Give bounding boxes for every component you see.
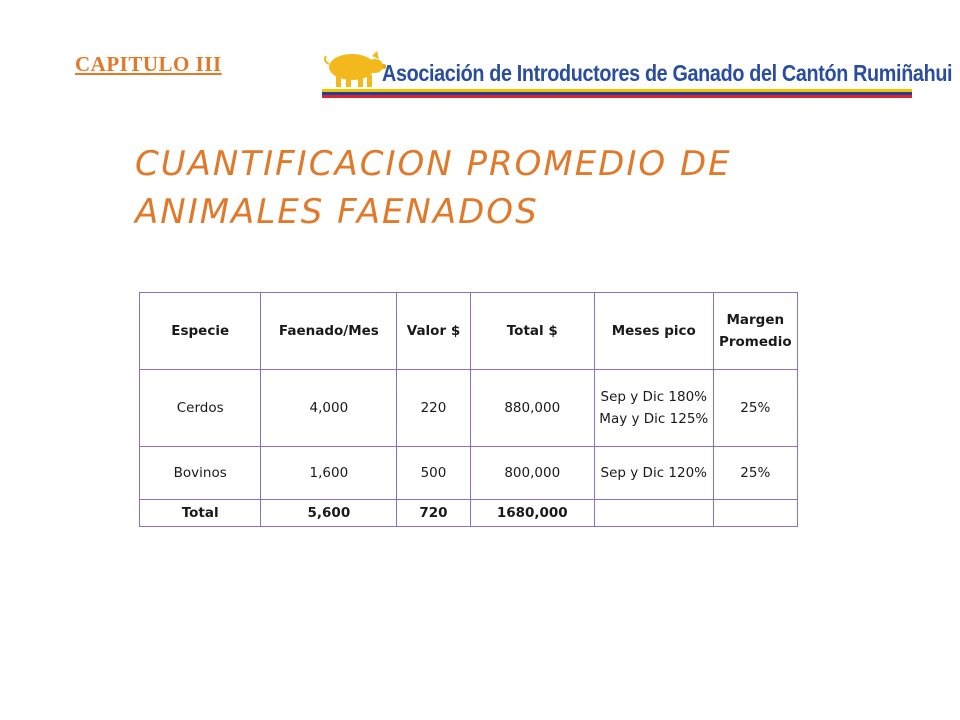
total-margen <box>713 500 797 527</box>
table-header-row <box>140 293 798 370</box>
chapter-heading: CAPITULO III <box>75 52 222 76</box>
pig-icon <box>322 42 386 92</box>
total-valor: 720 <box>397 500 470 527</box>
header-total: Total $ <box>470 293 594 370</box>
cell-total: 800,000 <box>470 447 594 500</box>
cell-margen: 25% <box>713 447 797 500</box>
header-faenado-mes: Faenado/Mes <box>261 293 397 370</box>
cell-valor: 500 <box>397 447 470 500</box>
table-total-row <box>140 500 798 527</box>
flag-stripe-red <box>322 95 912 98</box>
header-valor: Valor $ <box>397 293 470 370</box>
cell-meses-pico: Sep y Dic 120% <box>594 447 713 500</box>
cell-meses-pico: Sep y Dic 180% May y Dic 125% <box>594 370 713 447</box>
header-margen-promedio: Margen Promedio <box>713 293 797 370</box>
association-name: Asociación de Introductores de Ganado del Cantón Rumiñahui <box>382 60 953 86</box>
page-title: CUANTIFICACION PROMEDIO DE ANIMALES FAENADOS <box>135 144 732 232</box>
cell-total: 880,000 <box>470 370 594 447</box>
header-meses-pico: Meses pico <box>594 293 713 370</box>
cell-valor: 220 <box>397 370 470 447</box>
cell-faenado: 4,000 <box>261 370 397 447</box>
cell-margen: 25% <box>713 370 797 447</box>
slaughter-table <box>139 292 798 527</box>
table-row <box>140 370 798 447</box>
total-label: Total <box>140 500 261 527</box>
total-meses-pico <box>594 500 713 527</box>
cell-especie: Bovinos <box>140 447 261 500</box>
total-faenado: 5,600 <box>261 500 397 527</box>
cell-especie: Cerdos <box>140 370 261 447</box>
total-total: 1680,000 <box>470 500 594 527</box>
cell-faenado: 1,600 <box>261 447 397 500</box>
header-especie: Especie <box>140 293 261 370</box>
table-row <box>140 447 798 500</box>
association-logo-banner <box>322 30 953 98</box>
